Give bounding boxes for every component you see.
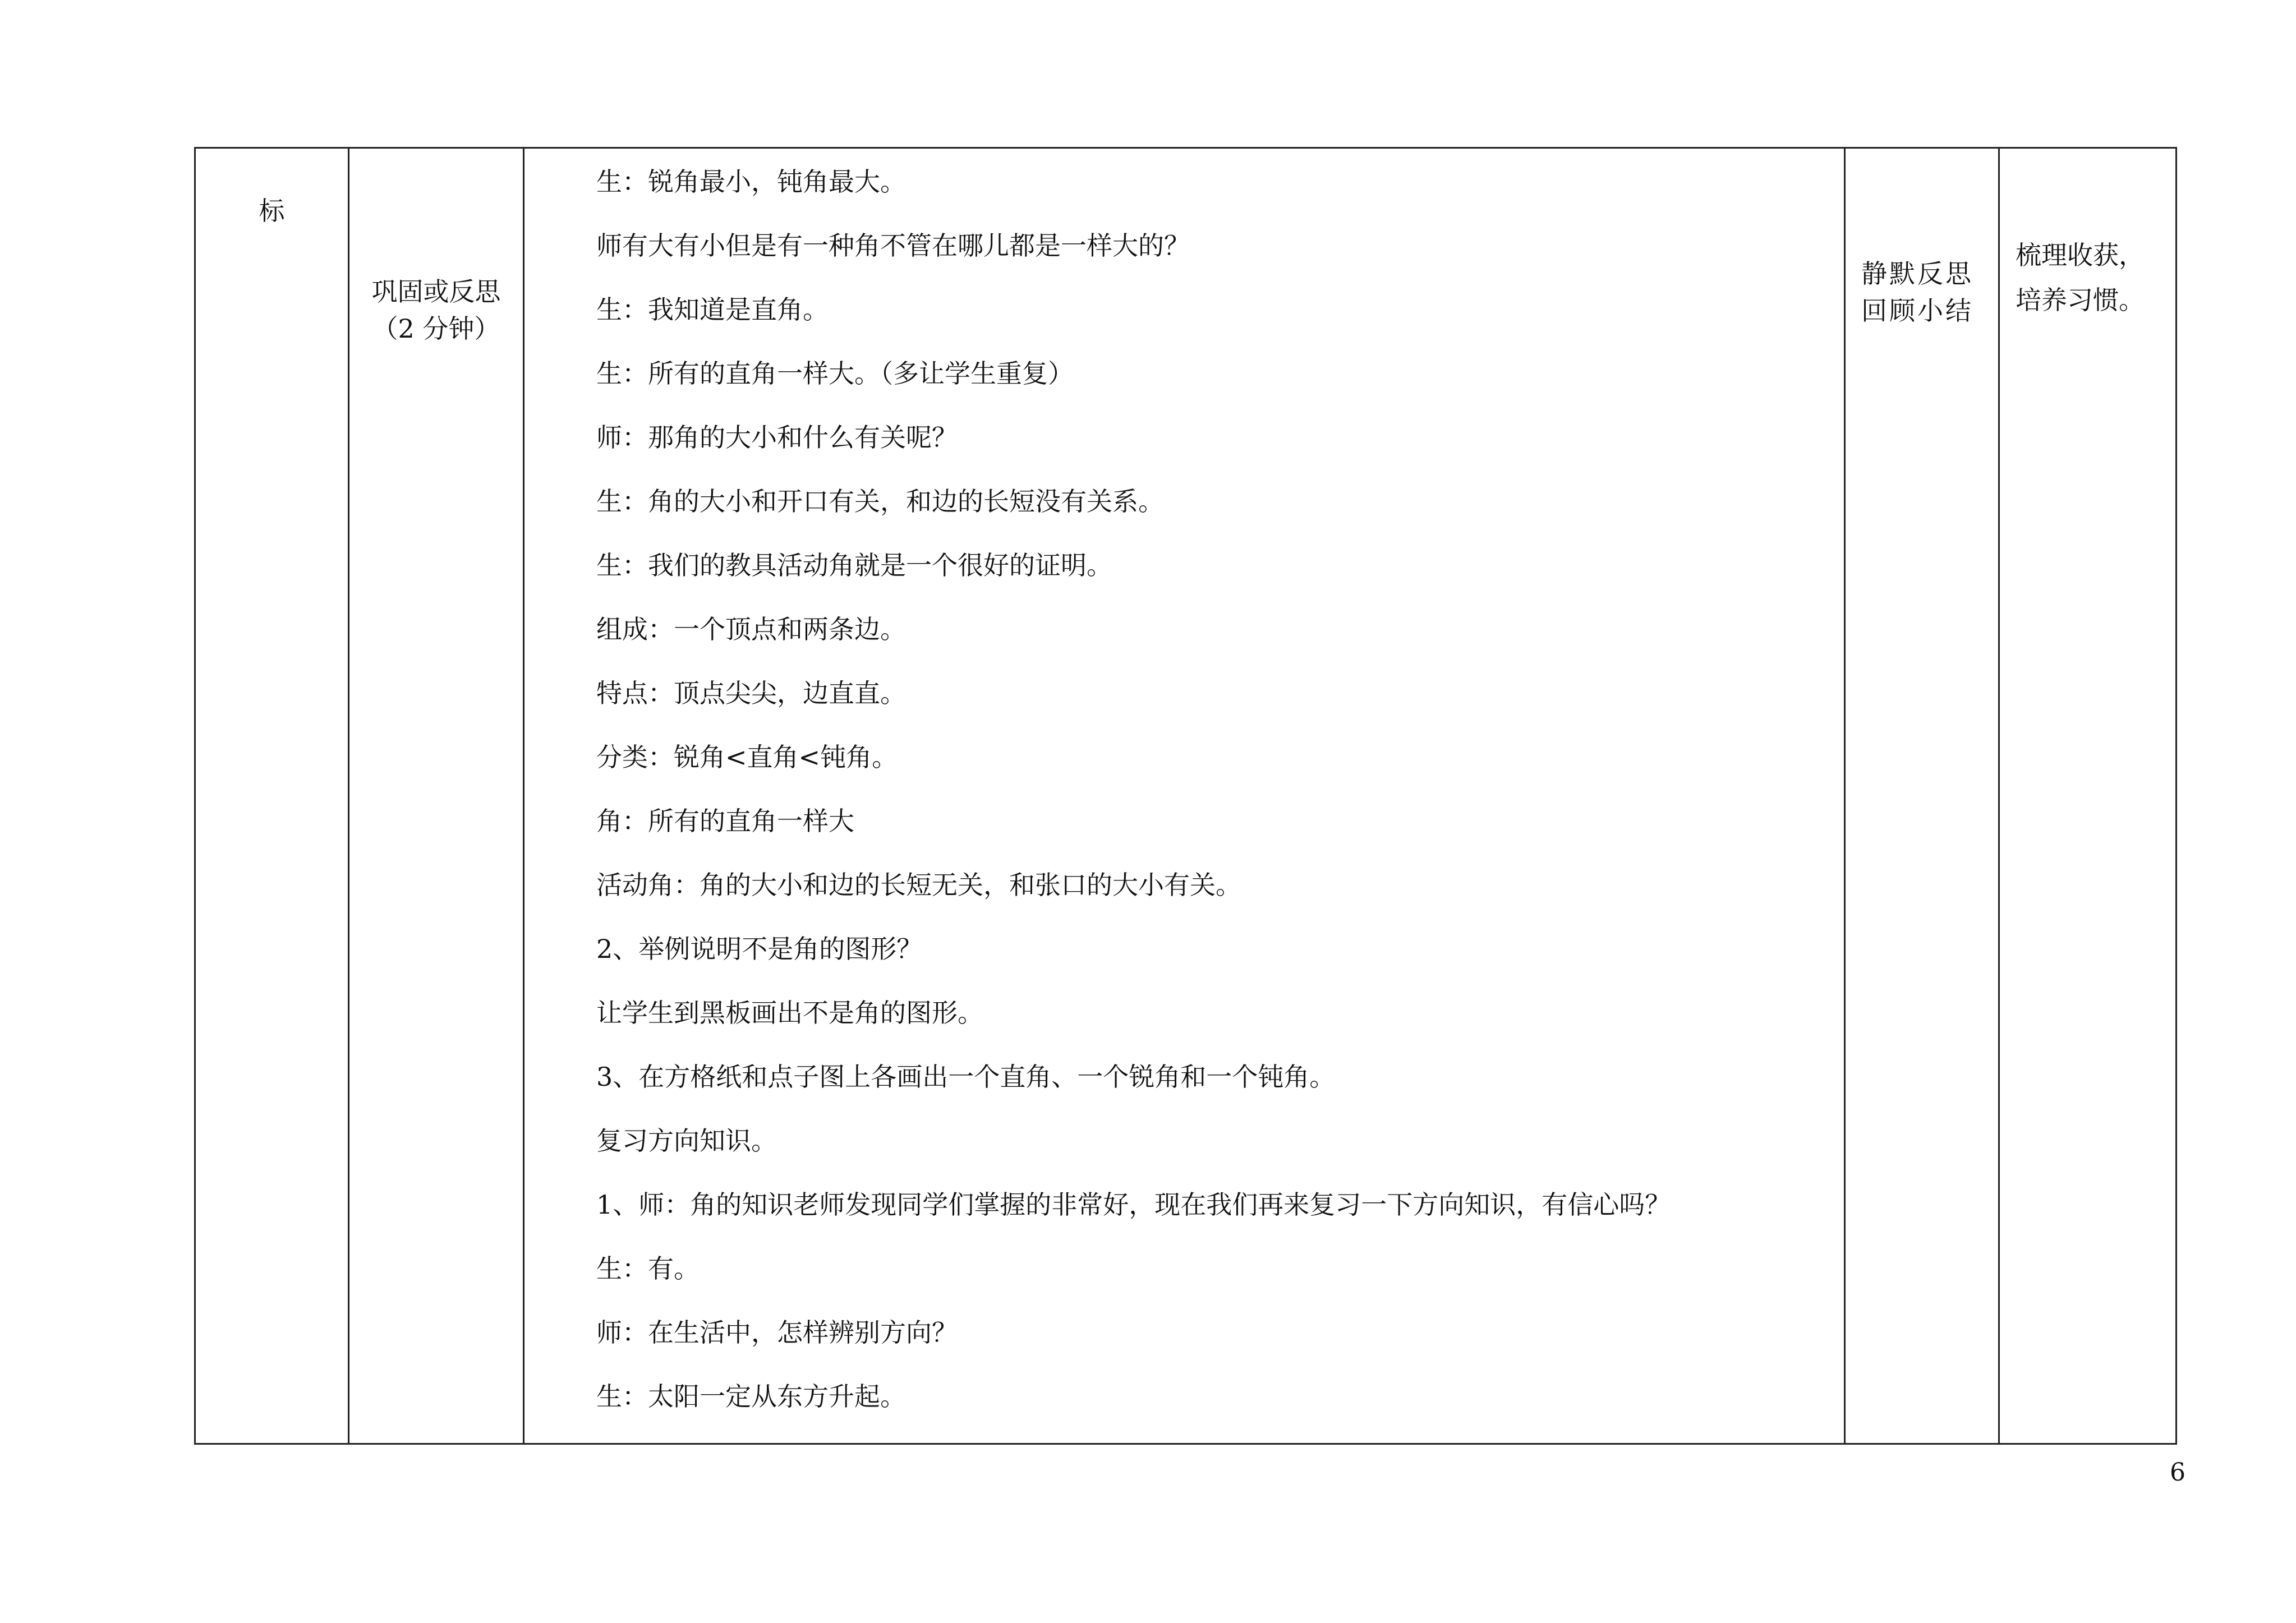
content-line: 角：所有的直角一样大: [596, 806, 854, 836]
stage-label: 标: [259, 196, 285, 226]
table-row: [195, 148, 2177, 1444]
content-line: 生：我知道是直角。: [596, 294, 829, 325]
content-line: 2、举例说明不是角的图形？: [596, 934, 923, 964]
lesson-plan-table: [194, 147, 2177, 1445]
content-line: 生：角的大小和开口有关，和边的长短没有关系。: [596, 486, 1164, 517]
content-line: 让学生到黑板画出不是角的图形。: [596, 998, 983, 1028]
content-line: 1、师：角的知识老师发现同学们掌握的非常好，现在我们再来复习一下方向知识，有信心吗？: [596, 1189, 1671, 1220]
content-line: 活动角：角的大小和边的长短无关，和张口的大小有关。: [596, 870, 1241, 900]
content-line: 师有大有小但是有一种角不管在哪儿都是一样大的？: [596, 230, 1190, 261]
content-line: 复习方向知识。: [596, 1126, 777, 1156]
design-intent-line: 梳理收获，: [2016, 240, 2145, 270]
design-intent-cell: [1999, 148, 2177, 1444]
content-line: 师：那角的大小和什么有关呢？: [596, 422, 958, 453]
content-line: 生：有。: [596, 1253, 700, 1284]
phase-title: 巩固或反思: [371, 276, 501, 307]
phase-cell: [349, 148, 524, 1444]
content-line: 生：我们的教具活动角就是一个很好的证明。: [596, 550, 1112, 580]
content-lines: [524, 149, 1844, 1443]
content-line: 特点：顶点尖尖，边直直。: [596, 678, 906, 708]
student-activity-line: 回顾小结: [1861, 296, 1973, 326]
page-number: 6: [2170, 1458, 2185, 1487]
content-line: 分类：锐角<直角<钝角。: [596, 742, 898, 772]
content-line: 生：所有的直角一样大。（多让学生重复）: [596, 358, 1074, 389]
content-line: 师：在生活中，怎样辨别方向？: [596, 1317, 958, 1348]
content-line: 组成：一个顶点和两条边。: [596, 614, 906, 644]
content-line: 生：锐角最小，钝角最大。: [596, 167, 906, 197]
stage-cell: [195, 148, 349, 1444]
content-line: 生：太阳一定从东方升起。: [596, 1381, 906, 1412]
phase-duration: （2 分钟）: [372, 313, 500, 344]
content-cell: [524, 148, 1845, 1444]
design-intent-line: 培养习惯。: [2016, 285, 2145, 315]
student-activity-line: 静默反思: [1861, 259, 1973, 289]
content-line: 3、在方格纸和点子图上各画出一个直角、一个锐角和一个钝角。: [596, 1062, 1336, 1092]
student-activity-cell: [1845, 148, 1999, 1444]
